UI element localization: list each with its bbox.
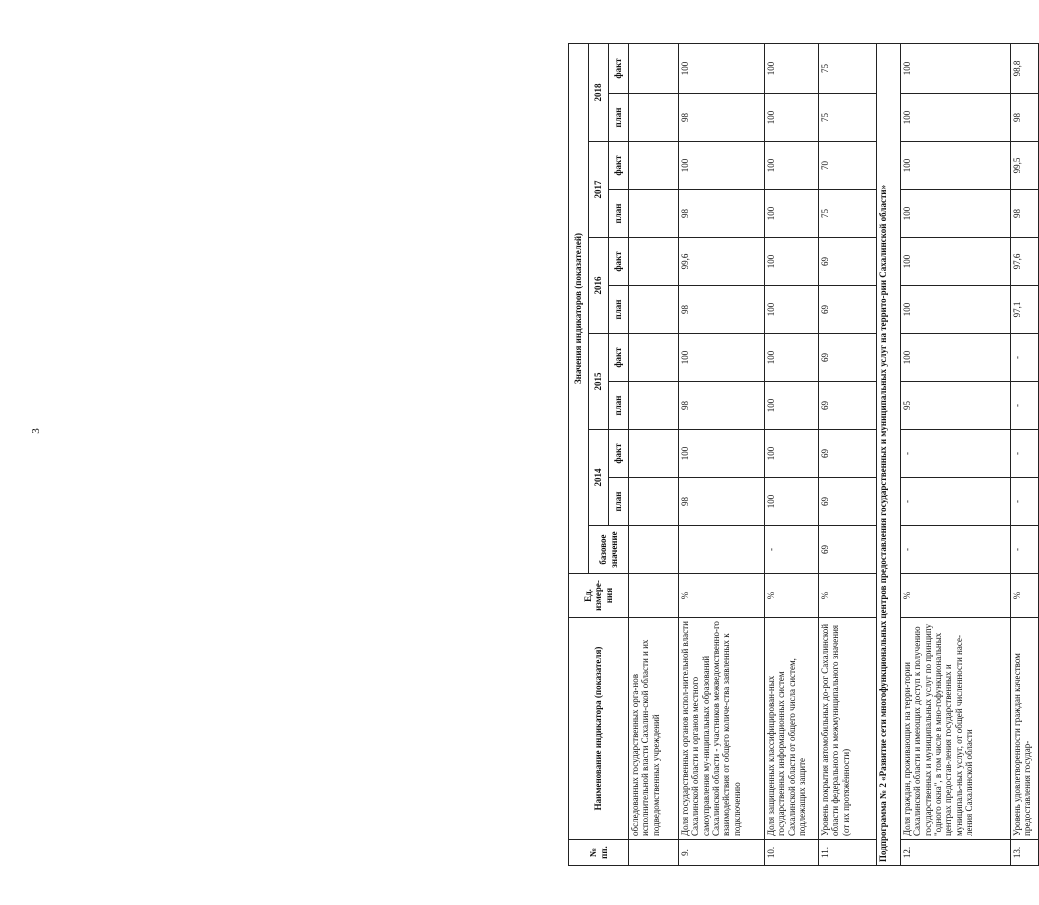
fact-value: 100	[901, 43, 1011, 93]
header-year: 2017	[589, 142, 609, 238]
indicator-name: Доля граждан, проживающих на терри-тории Сахалинской области и имеющих доступ к получению государственных и муниципальных услуг по принципу "одного окна", в том числе в мно-гофункциональных центрах предостав-ления государственных и муниципаль-ных услуг, от общей численности насе-ления Сахалинской области	[901, 618, 1011, 840]
plan-value: 100	[765, 382, 819, 430]
fact-value: 100	[901, 238, 1011, 286]
fact-value: 100	[765, 142, 819, 190]
unit-cell: %	[1011, 574, 1039, 618]
header-base: базовое значение	[589, 526, 629, 574]
base-value: 69	[819, 526, 877, 574]
fact-value: 100	[679, 43, 765, 93]
table-row	[629, 43, 679, 865]
plan-value: 100	[901, 286, 1011, 334]
fact-value	[629, 238, 679, 286]
header-fact: факт	[609, 142, 629, 190]
fact-value: 99,6	[679, 238, 765, 286]
unit-cell: %	[819, 574, 877, 618]
indicator-name: Доля государственных органов испол-нительной власти Сахалинской области и органов местного самоуправления му-ниципальных образований Сахалинской области - участников межведомственно-го взаимодействия от общего количе-ства заявленных к подключению	[679, 618, 765, 840]
fact-value: 100	[901, 334, 1011, 382]
header-fact: факт	[609, 238, 629, 286]
plan-value: 98	[1011, 190, 1039, 238]
fact-value: 70	[819, 142, 877, 190]
header-plan: план	[609, 382, 629, 430]
plan-value	[629, 286, 679, 334]
rotated-table-container	[568, 46, 1033, 866]
header-plan: план	[609, 94, 629, 142]
row-number: 13.	[1011, 840, 1039, 866]
indicator-name: Уровень удовлетворенности граждан качеством предоставления государ-	[1011, 618, 1039, 840]
table-body-part1	[629, 43, 877, 865]
base-value	[679, 526, 765, 574]
header-no: № пп.	[569, 840, 629, 866]
page-number: 3	[29, 428, 42, 434]
table-row	[901, 43, 1011, 865]
base-value: -	[765, 526, 819, 574]
fact-value: 100	[765, 334, 819, 382]
row-number: 12.	[901, 840, 1011, 866]
plan-value: 97,1	[1011, 286, 1039, 334]
fact-value	[629, 334, 679, 382]
base-value: -	[1011, 526, 1039, 574]
plan-value: 100	[901, 190, 1011, 238]
fact-value: 99,5	[1011, 142, 1039, 190]
header-fact: факт	[609, 43, 629, 93]
plan-value: 100	[901, 94, 1011, 142]
plan-value: 95	[901, 382, 1011, 430]
plan-value: 98	[679, 478, 765, 526]
plan-value: 98	[679, 190, 765, 238]
table-row	[765, 43, 819, 865]
base-value	[629, 526, 679, 574]
plan-value: -	[1011, 382, 1039, 430]
plan-value: 98	[679, 382, 765, 430]
fact-value: 100	[679, 334, 765, 382]
fact-value: 69	[819, 430, 877, 478]
row-number	[629, 840, 679, 866]
fact-value: -	[1011, 430, 1039, 478]
plan-value: 75	[819, 190, 877, 238]
plan-value: 98	[679, 94, 765, 142]
fact-value: 100	[679, 430, 765, 478]
fact-value: 69	[819, 238, 877, 286]
unit-cell	[629, 574, 679, 618]
fact-value: 69	[819, 334, 877, 382]
plan-value	[629, 382, 679, 430]
plan-value: 69	[819, 478, 877, 526]
header-year: 2014	[589, 430, 609, 526]
plan-value: 69	[819, 382, 877, 430]
indicator-name: Уровень покрытия автомобильных до-рог Сахалинской области федерального и межмуниципального значения (от их протяжённости)	[819, 618, 877, 840]
fact-value: 100	[901, 142, 1011, 190]
plan-value: 100	[765, 190, 819, 238]
header-year: 2018	[589, 43, 609, 141]
header-fact: факт	[609, 334, 629, 382]
table-row	[1011, 43, 1039, 865]
unit-cell: %	[901, 574, 1011, 618]
fact-value	[629, 43, 679, 93]
header-year: 2016	[589, 238, 609, 334]
header-plan: план	[609, 478, 629, 526]
header-values-group: Значения индикаторов (показателей)	[569, 43, 589, 573]
header-plan: план	[609, 190, 629, 238]
subprogram-title: Подпрограмма № 2 «Развитие сети многофункциональных центров предоставления государственных и муниципальных услуг на террито-рии Сахалинской области»	[877, 43, 901, 865]
fact-value: 75	[819, 43, 877, 93]
plan-value: 100	[765, 94, 819, 142]
plan-value: 75	[819, 94, 877, 142]
fact-value: 100	[679, 142, 765, 190]
fact-value	[629, 142, 679, 190]
plan-value: -	[1011, 478, 1039, 526]
plan-value: 100	[765, 286, 819, 334]
header-unit: Ед. измере-ния	[569, 574, 629, 618]
row-number: 11.	[819, 840, 877, 866]
table-row	[679, 43, 765, 865]
base-value: -	[901, 526, 1011, 574]
fact-value	[629, 430, 679, 478]
fact-value: 100	[765, 238, 819, 286]
fact-value: -	[1011, 334, 1039, 382]
table-body-part2	[901, 43, 1039, 865]
plan-value: 98	[679, 286, 765, 334]
header-plan: план	[609, 286, 629, 334]
plan-value	[629, 190, 679, 238]
indicators-table	[568, 43, 1039, 866]
fact-value: 97,6	[1011, 238, 1039, 286]
indicator-name: обследованных государственных орга-нов исполнительной власти Сахалин-ской области и их подведомственных учреждений	[629, 618, 679, 840]
plan-value: 100	[765, 478, 819, 526]
header-year: 2015	[589, 334, 609, 430]
plan-value: 98	[1011, 94, 1039, 142]
plan-value: 69	[819, 286, 877, 334]
subprogram-section	[877, 43, 901, 865]
fact-value: 100	[765, 430, 819, 478]
fact-value: 98,8	[1011, 43, 1039, 93]
header-name: Наименование индикатора (показателя)	[569, 618, 629, 840]
row-number: 9.	[679, 840, 765, 866]
indicator-name: Доля защищенных классифицирован-ных государственных информационных систем Сахалинской области от общего числа систем, подлежащих защите	[765, 618, 819, 840]
table-row	[819, 43, 877, 865]
plan-value: -	[901, 478, 1011, 526]
row-number: 10.	[765, 840, 819, 866]
plan-value	[629, 94, 679, 142]
plan-value	[629, 478, 679, 526]
fact-value: 100	[765, 43, 819, 93]
fact-value: -	[901, 430, 1011, 478]
unit-cell: %	[765, 574, 819, 618]
header-fact: факт	[609, 430, 629, 478]
unit-cell: %	[679, 574, 765, 618]
